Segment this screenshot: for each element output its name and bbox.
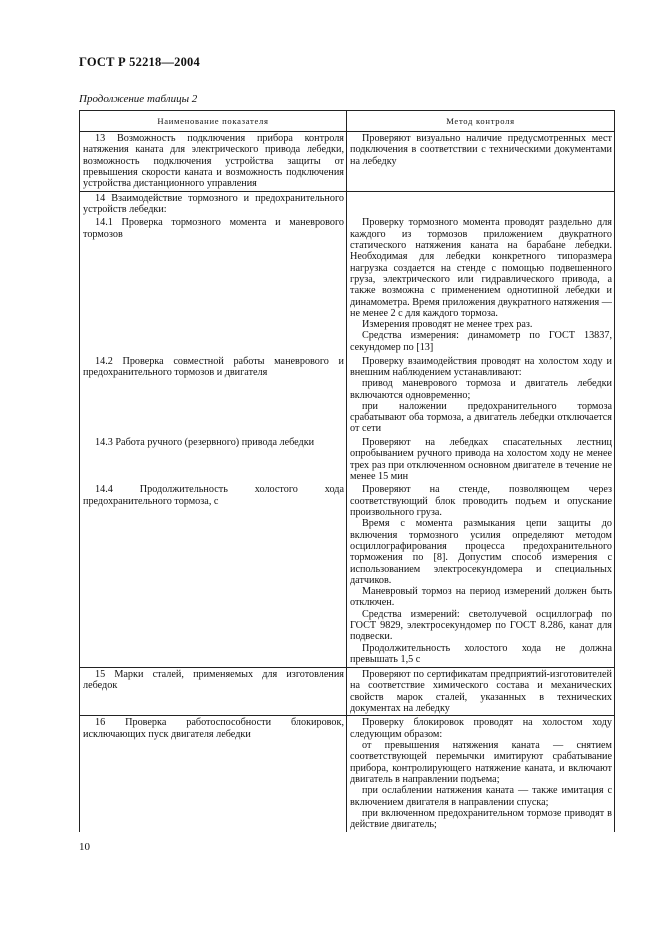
table-row: [80, 355, 615, 436]
method-text: Время с момента размыкания цепи защиты до включения тормозного усилия определяют методом осциллографирования процесса предохранительного торможения по [8]. Допустим способ измерения с использованием электросекундомера и специальных датчиков.: [350, 518, 612, 586]
method-cell: [347, 355, 615, 436]
method-text: при включенном предохранительном тормозе приводят в действие двигатель;: [350, 807, 612, 831]
table-row: [80, 132, 615, 192]
method-text: Измерения проводят не менее трех раз.: [362, 319, 533, 331]
indicator-text: 14.1 Проверка тормозного момента и маневрового тормозов: [83, 217, 344, 240]
indicator-cell: [80, 716, 347, 832]
indicator-text: 14.4 Продолжительность холостого хода предохранительного тормоза, с: [83, 484, 344, 507]
indicator-text: 14.2 Проверка совместной работы маневрового и предохранительного тормозов и двигателя: [83, 355, 344, 378]
table-header-row: [80, 111, 615, 132]
method-cell: [347, 191, 615, 216]
indicator-cell: [80, 355, 347, 436]
requirements-table: [79, 110, 614, 832]
column-header-indicator: Наименование показателя: [80, 111, 347, 132]
method-text: Продолжительность холостого хода не должна превышать 1,5 с: [350, 642, 612, 665]
indicator-text: 15 Марки сталей, применяемых для изготовления лебедок: [83, 669, 344, 692]
method-text: при ослаблении натяжения каната — также имитация с включением двигателя в направлении спуска;: [350, 785, 612, 808]
column-header-method: Метод контроля: [347, 111, 615, 132]
method-cell: [347, 436, 615, 483]
indicator-cell: [80, 216, 347, 354]
table-row: [80, 668, 615, 716]
indicator-text: 14 Взаимодействие тормозного и предохранительного устройств лебедки:: [83, 192, 344, 216]
table-row: [80, 716, 615, 832]
method-text: Проверку тормозного момента проводят раздельно для каждого из тормозов приложением двукратного статического натяжения каната на барабане лебедки. Необходимая для лебедки конкретного типоразмера нагрузка создается на стенде с помощью подвешенного груза, электрического или гидравлического привода, а также возможна с применением однотипной лебедки и динамометра. Время приложения двукратного натяжения — не менее 2 с для каждого тормоза.: [350, 217, 612, 319]
method-text: Проверку блокировок проводят на холостом ходу следующим образом:: [350, 717, 612, 740]
indicator-text: 14.3 Работа ручного (резервного) привода лебедки: [95, 437, 315, 449]
table-row: [80, 483, 615, 667]
indicator-cell: [80, 483, 347, 667]
indicator-cell: [80, 668, 347, 716]
method-cell: [347, 132, 615, 192]
method-text: от превышения натяжения каната — снятием соответствующей перемычки имитируют срабатывание прибора, контролирующего натяжение каната, и включают двигатель в направлении подъема;: [350, 740, 612, 785]
method-cell: [347, 668, 615, 716]
method-text: Проверяют на стенде, позволяющем через соответствующий блок проводить подъем и опускание произвольного груза.: [350, 484, 612, 519]
method-cell: [347, 483, 615, 667]
method-text: Средства измерений: светолучевой осциллограф по ГОСТ 9829, электросекундомер по ГОСТ 8.286, канат для подвески.: [350, 608, 612, 643]
method-text: при наложении предохранительного тормоза срабатывают оба тормоза, а двигатель лебедки отключается от сети: [350, 400, 612, 435]
table-row: [80, 436, 615, 483]
indicator-text: 13 Возможность подключения прибора контроля натяжения каната для электрического привода лебедки, возможность подключения устройства защиты от превышения скорости каната и возможность подключения устройства дистанционного управления: [83, 133, 344, 190]
indicator-cell: [80, 132, 347, 192]
method-text: привод маневрового тормоза и двигатель лебедки включаются одновременно;: [350, 378, 612, 401]
document-code: ГОСТ Р 52218—2004: [79, 55, 200, 69]
table-caption: Продолжение таблицы 2: [79, 93, 198, 105]
indicator-cell: [80, 436, 347, 483]
method-text: Маневровый тормоз на период измерений должен быть отключен.: [350, 586, 612, 609]
method-text: Проверку взаимодействия проводят на холостом ходу и внешним наблюдением устанавливают:: [350, 355, 612, 378]
indicator-text: 16 Проверка работоспособности блокировок, исключающих пуск двигателя лебедки: [83, 717, 344, 740]
method-cell: [347, 716, 615, 832]
method-cell: [347, 216, 615, 354]
table-row: [80, 191, 615, 216]
method-text: Проверяют по сертификатам предприятий-изготовителей на соответствие химического состава и механических свойств марок сталей, указанных в технических документах на лебедку: [350, 669, 612, 714]
method-text: Средства измерения: динамометр по ГОСТ 13837, секундомер по [13]: [350, 330, 612, 353]
method-text: Проверяют на лебедках спасательных лестниц опробыванием ручного привода на холостом ходу не менее трех раз при отключенном основном двигателе в течение не менее 15 мин: [350, 437, 612, 482]
page-number: 10: [79, 841, 90, 853]
method-text: Проверяют визуально наличие предусмотренных мест подключения в соответствии с техническими документами на лебедку: [350, 133, 612, 167]
table-row: [80, 216, 615, 354]
indicator-cell: [80, 191, 347, 216]
